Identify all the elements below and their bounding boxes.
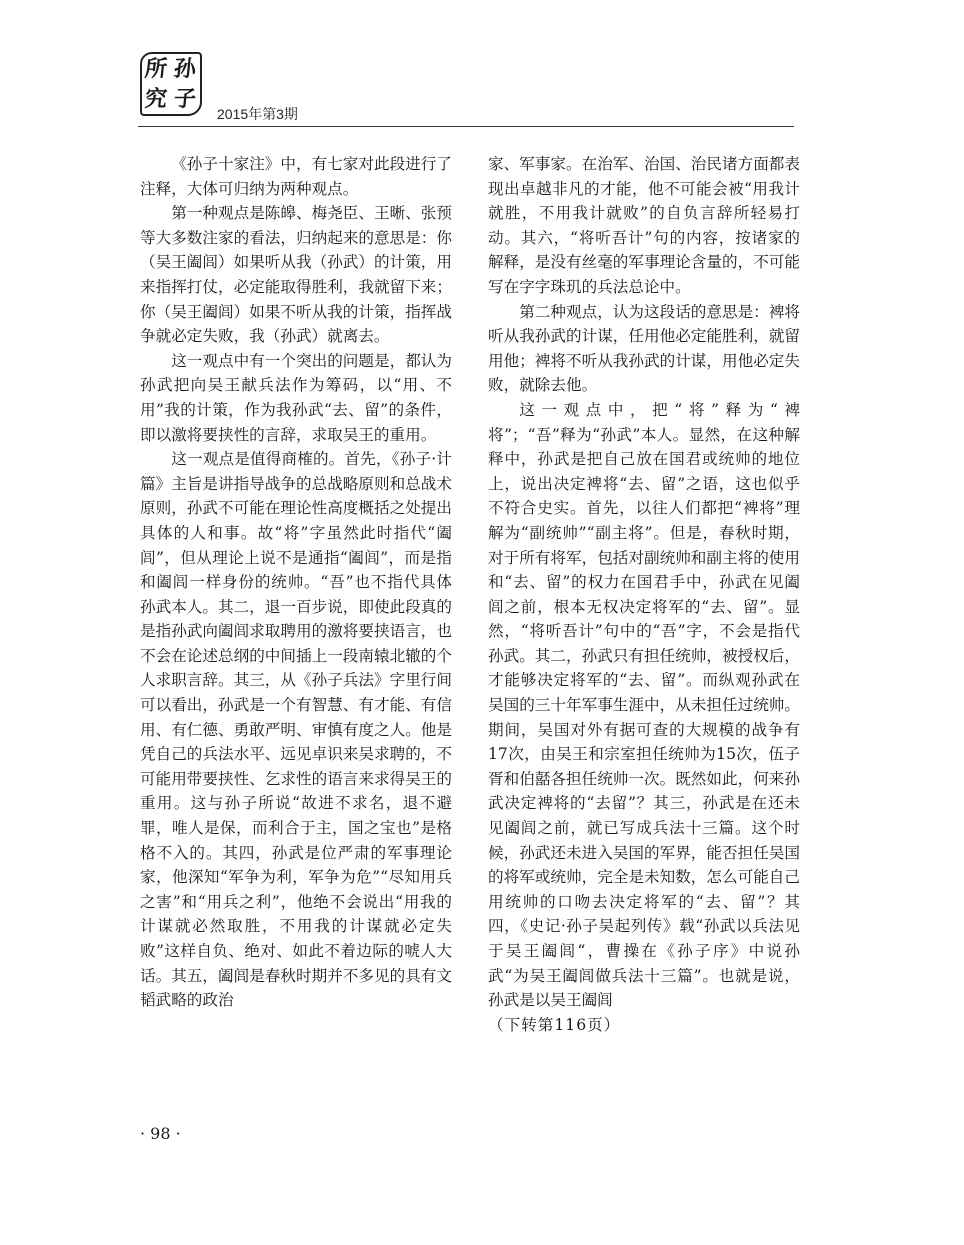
logo-char: 孙	[173, 56, 198, 82]
journal-logo	[140, 52, 202, 116]
right-column	[488, 152, 800, 1037]
issue-label: 2015年第3期	[217, 106, 298, 122]
paragraph: 《孙子十家注》中，有七家对此段进行了注释，大体可归纳为两种观点。	[140, 155, 452, 198]
paragraph: 这一观点中有一个突出的问题是，都认为孙武把向吴王献兵法作为筹码，以“用、不用”我的计策，作为我孙武“去、留”的条件，即以激将要挟性的言辞，求取吴王的重用。	[140, 351, 452, 444]
left-column	[140, 152, 452, 1013]
paragraph: 第二种观点，认为这段话的意思是：裨将听从我孙武的计谋，任用他必定能胜利，就留用他；裨将不听从我孙武的计谋，用他必定失败，就除去他。	[488, 302, 800, 395]
paragraph: 这一观点是值得商榷的。首先，《孙子·计篇》主旨是讲指导战争的总战略原则和总战术原则，孙武不可能在理论性高度概括之处提出具体的人和事。故“将”字虽然此时指代“阖闾”，但从理论上说不是通指“阖闾”，而是指和阖闾一样身份的统帅。“吾”也不指代具体孙武本人。其二，退一百步说，即使此段真的是指孙武向阖闾求取聘用的激将要挟语言，也不会在论述总纲的中间插上一段南辕北辙的个人求职言辞。其三，从《孙子兵法》字里行间可以看出，孙武是一个有智慧、有才能、有信用、有仁德、勇敢严明、审慎有度之人。他是凭自己的兵法水平、远见卓识来吴求聘的，不可能用带要挟性、乞求性的语言来求得吴王的重用。这与孙子所说“故进不求名，退不避罪，唯人是保，而利合于主，国之宝也”是格格不入的。其四，孙武是位严肃的军事理论家，他深知“军争为利，军争为危”“尽知用兵之害”和“用兵之利”，他绝不会说出“用我的计谋就必然取胜，不用我的计谋就必定失败”这样自负、绝对、如此不着边际的唬人大话。其五，阖闾是春秋时期并不多见的具有文韬武略的政治	[140, 450, 452, 1010]
logo-char: 究	[144, 86, 169, 112]
paragraph: 家、军事家。在治军、治国、治民诸方面都表现出卓越非凡的才能，他不可能会被“用我计就胜，不用我计就败”的自负言辞所轻易打动。其六，“将听吾计”句的内容，按诸家的解释，是没有丝毫的军事理论含量的，不可能写在字字珠玑的兵法总论中。	[488, 155, 800, 296]
logo-char: 子	[173, 86, 198, 112]
page-number: · 98 ·	[140, 1124, 181, 1143]
paragraph: 这一观点中，把“将”释为“裨将”；“吾”释为“孙武”本人。显然，在这种解释中，孙武是把自己放在国君或统帅的地位上，说出决定裨将“去、留”之语，这也似乎不符合史实。首先，以往人们都把“裨将”理解为“副统帅”“副主将”。但是，春秋时期，对于所有将军，包括对副统帅和副主将的使用和“去、留”的权力在国君手中，孙武在见阖闾之前，根本无权决定将军的“去、留”。显然，“将听吾计”句中的“吾”字，不会是指代孙武。其二，孙武只有担任统帅，被授权后，才能够决定将军的“去、留”。而纵观孙武在吴国的三十年军事生涯中，从未担任过统帅。期间，吴国对外有据可查的大规模的战争有17次，由吴王和宗室担任统帅为15次，伍子胥和伯嚭各担任统帅一次。既然如此，何来孙武决定裨将的“去留”？其三，孙武是在还未见阖闾之前，就已写成兵法十三篇。这个时候，孙武还未进入吴国的军界，能否担任吴国的将军或统帅，完全是未知数，怎么可能自己用统帅的口吻去决定将军的“去、留”？其四，《史记·孙子吴起列传》载“孙武以兵法见于吴王阖闾“，曹操在《孙子序》中说孙武“为吴王阖闾做兵法十三篇”。也就是说，孙武是以吴王阖闾	[488, 400, 800, 1010]
paragraph: 第一种观点是陈皞、梅尧臣、王晰、张预等大多数注家的看法，归纳起来的意思是：你（吴王阖闾）如果听从我（孙武）的计策，用来指挥打仗，必定能取得胜利，我就留下来；你（吴王阖闾）如果不听从我的计策，指挥战争就必定失败，我（孙武）就离去。	[140, 204, 452, 346]
logo-char: 所	[144, 56, 169, 82]
continued-note: （下转第116页）	[488, 1015, 621, 1034]
header-rule	[138, 126, 794, 127]
